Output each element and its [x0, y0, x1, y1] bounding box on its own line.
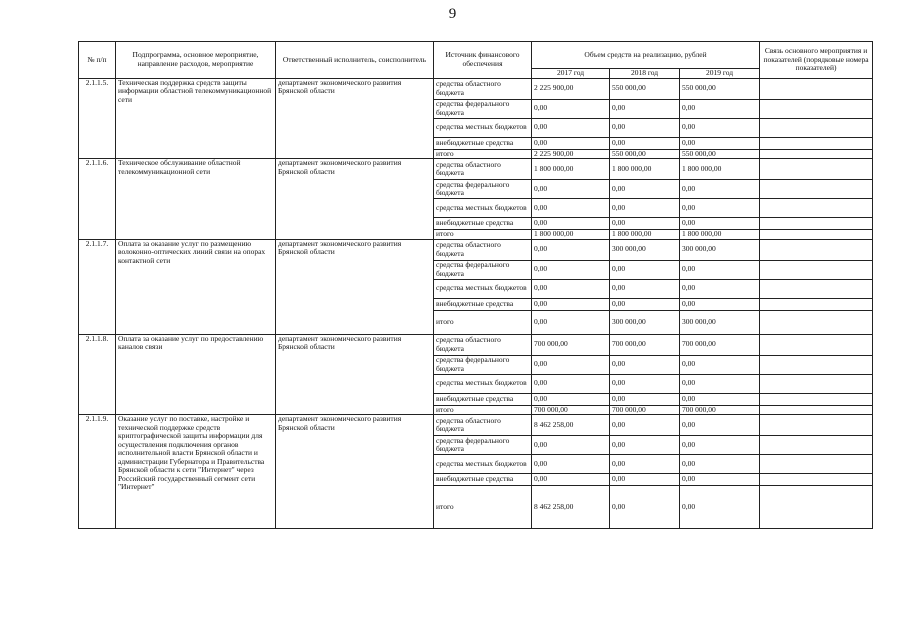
amount-cell: 1 800 000,00: [610, 159, 680, 180]
item-code: 2.1.1.5.: [79, 78, 116, 159]
amount-cell: 0,00: [680, 99, 760, 118]
amount-cell: 0,00: [680, 374, 760, 393]
link-cell: [760, 355, 873, 374]
amount-cell: 0,00: [680, 298, 760, 310]
header-executor: Ответственный исполнитель, соисполнитель: [276, 42, 434, 79]
amount-cell: 0,00: [680, 474, 760, 486]
funding-source: средства областного бюджета: [434, 159, 532, 180]
item-executor: департамент экономического развития Брянской области: [276, 239, 434, 334]
funding-source: средства федерального бюджета: [434, 260, 532, 279]
link-cell: [760, 474, 873, 486]
header-year-2017: 2017 год: [532, 69, 610, 79]
amount-cell: 0,00: [610, 298, 680, 310]
amount-cell: 0,00: [610, 436, 680, 455]
amount-cell: 0,00: [610, 455, 680, 474]
item-name: Оказание услуг по поставке, настройке и технической поддержке средств криптографической защиты информации для осуществления подключения органов исполнительной власти Брянской области и администрации Губернатора и Правительства Брянской области к сети "Интернет" через Российский государственный сегмент сети "Интернет": [116, 415, 276, 529]
amount-cell: 550 000,00: [610, 149, 680, 159]
amount-cell: 0,00: [532, 199, 610, 218]
amount-cell: 300 000,00: [610, 239, 680, 260]
amount-cell: 700 000,00: [680, 334, 760, 355]
amount-cell: 0,00: [610, 415, 680, 436]
link-cell: [760, 374, 873, 393]
amount-cell: 300 000,00: [680, 239, 760, 260]
item-code: 2.1.1.8.: [79, 334, 116, 415]
funding-source: средства федерального бюджета: [434, 180, 532, 199]
amount-cell: 0,00: [680, 436, 760, 455]
amount-cell: 0,00: [610, 118, 680, 137]
amount-cell: 700 000,00: [610, 334, 680, 355]
amount-cell: 0,00: [610, 474, 680, 486]
link-cell: [760, 149, 873, 159]
header-num: № п/п: [79, 42, 116, 79]
funding-source: итого: [434, 230, 532, 240]
amount-cell: 0,00: [680, 218, 760, 230]
link-cell: [760, 334, 873, 355]
amount-cell: 8 462 258,00: [532, 486, 610, 529]
amount-cell: 700 000,00: [532, 405, 610, 415]
amount-cell: 0,00: [610, 279, 680, 298]
amount-cell: 1 800 000,00: [532, 230, 610, 240]
page-number: 9: [448, 6, 457, 22]
link-cell: [760, 260, 873, 279]
amount-cell: 0,00: [610, 393, 680, 405]
link-cell: [760, 218, 873, 230]
link-cell: [760, 393, 873, 405]
funding-source: средства областного бюджета: [434, 78, 532, 99]
table-row: [79, 239, 873, 260]
amount-cell: 0,00: [532, 455, 610, 474]
link-cell: [760, 159, 873, 180]
header-year-2018: 2018 год: [610, 69, 680, 79]
amount-cell: 1 800 000,00: [610, 230, 680, 240]
item-name: Оплата за оказание услуг по предоставлению каналов связи: [116, 334, 276, 415]
funding-source: средства местных бюджетов: [434, 199, 532, 218]
item-code: 2.1.1.7.: [79, 239, 116, 334]
amount-cell: 700 000,00: [532, 334, 610, 355]
funding-source: средства областного бюджета: [434, 239, 532, 260]
funding-source: средства местных бюджетов: [434, 455, 532, 474]
amount-cell: 0,00: [610, 374, 680, 393]
table-row: [79, 334, 873, 355]
amount-cell: 0,00: [610, 260, 680, 279]
item-executor: департамент экономического развития Брянской области: [276, 159, 434, 240]
funding-source: средства местных бюджетов: [434, 118, 532, 137]
amount-cell: 1 800 000,00: [532, 159, 610, 180]
item-name: Техническое обслуживание областной телекоммуникационной сети: [116, 159, 276, 240]
amount-cell: 0,00: [680, 393, 760, 405]
link-cell: [760, 486, 873, 529]
amount-cell: 2 225 900,00: [532, 78, 610, 99]
link-cell: [760, 455, 873, 474]
amount-cell: 0,00: [532, 310, 610, 334]
amount-cell: 1 800 000,00: [680, 230, 760, 240]
item-executor: департамент экономического развития Брянской области: [276, 415, 434, 529]
amount-cell: 0,00: [532, 374, 610, 393]
header-source: Источник финансового обеспечения: [434, 42, 532, 79]
amount-cell: 0,00: [680, 137, 760, 149]
item-executor: департамент экономического развития Брянской области: [276, 334, 434, 415]
amount-cell: 0,00: [532, 99, 610, 118]
funding-source: средства федерального бюджета: [434, 355, 532, 374]
amount-cell: 0,00: [610, 218, 680, 230]
funding-source: средства областного бюджета: [434, 415, 532, 436]
amount-cell: 0,00: [532, 218, 610, 230]
funding-source: внебюджетные средства: [434, 218, 532, 230]
table-row: [79, 159, 873, 180]
amount-cell: 300 000,00: [680, 310, 760, 334]
amount-cell: 700 000,00: [610, 405, 680, 415]
link-cell: [760, 239, 873, 260]
amount-cell: 0,00: [680, 415, 760, 436]
funding-source: итого: [434, 149, 532, 159]
amount-cell: 1 800 000,00: [680, 159, 760, 180]
amount-cell: 0,00: [680, 199, 760, 218]
link-cell: [760, 230, 873, 240]
amount-cell: 0,00: [680, 260, 760, 279]
amount-cell: 2 225 900,00: [532, 149, 610, 159]
item-name: Техническая поддержка средств защиты информации областной телекоммуникационной сети: [116, 78, 276, 159]
amount-cell: 0,00: [532, 436, 610, 455]
amount-cell: 0,00: [610, 199, 680, 218]
amount-cell: 550 000,00: [680, 149, 760, 159]
link-cell: [760, 199, 873, 218]
funding-source: средства местных бюджетов: [434, 374, 532, 393]
table-body: [79, 78, 873, 529]
funding-source: внебюджетные средства: [434, 298, 532, 310]
funding-source: итого: [434, 310, 532, 334]
amount-cell: 550 000,00: [610, 78, 680, 99]
amount-cell: 0,00: [532, 279, 610, 298]
amount-cell: 0,00: [610, 99, 680, 118]
amount-cell: 300 000,00: [610, 310, 680, 334]
item-executor: департамент экономического развития Брянской области: [276, 78, 434, 159]
funding-source: средства федерального бюджета: [434, 99, 532, 118]
link-cell: [760, 99, 873, 118]
funding-source: внебюджетные средства: [434, 474, 532, 486]
amount-cell: 0,00: [532, 137, 610, 149]
amount-cell: 8 462 258,00: [532, 415, 610, 436]
amount-cell: 0,00: [680, 118, 760, 137]
amount-cell: 0,00: [610, 486, 680, 529]
table-row: [79, 78, 873, 99]
link-cell: [760, 298, 873, 310]
link-cell: [760, 118, 873, 137]
link-cell: [760, 310, 873, 334]
amount-cell: 0,00: [532, 118, 610, 137]
amount-cell: 0,00: [532, 260, 610, 279]
funding-source: средства областного бюджета: [434, 334, 532, 355]
funding-source: итого: [434, 486, 532, 529]
link-cell: [760, 279, 873, 298]
amount-cell: 0,00: [532, 474, 610, 486]
amount-cell: 0,00: [610, 137, 680, 149]
link-cell: [760, 78, 873, 99]
funding-source: средства федерального бюджета: [434, 436, 532, 455]
header-program: Подпрограмма, основное мероприятие, направление расходов, мероприятие: [116, 42, 276, 79]
amount-cell: 0,00: [610, 355, 680, 374]
amount-cell: 0,00: [532, 180, 610, 199]
amount-cell: 0,00: [680, 279, 760, 298]
funding-source: средства местных бюджетов: [434, 279, 532, 298]
budget-table: [78, 41, 873, 529]
amount-cell: 0,00: [680, 486, 760, 529]
amount-cell: 0,00: [532, 355, 610, 374]
link-cell: [760, 180, 873, 199]
amount-cell: 0,00: [532, 393, 610, 405]
amount-cell: 0,00: [680, 355, 760, 374]
table-row: [79, 415, 873, 436]
link-cell: [760, 137, 873, 149]
amount-cell: 0,00: [532, 298, 610, 310]
amount-cell: 0,00: [680, 180, 760, 199]
link-cell: [760, 415, 873, 436]
header-year-2019: 2019 год: [680, 69, 760, 79]
item-code: 2.1.1.6.: [79, 159, 116, 240]
funding-source: внебюджетные средства: [434, 393, 532, 405]
amount-cell: 0,00: [680, 455, 760, 474]
amount-cell: 550 000,00: [680, 78, 760, 99]
link-cell: [760, 436, 873, 455]
funding-source: итого: [434, 405, 532, 415]
amount-cell: 0,00: [610, 180, 680, 199]
header-volume: Объем средств на реализацию, рублей: [532, 42, 760, 69]
funding-source: внебюджетные средства: [434, 137, 532, 149]
header-link: Связь основного мероприятия и показателей (порядковые номера показателей): [760, 42, 873, 79]
amount-cell: 700 000,00: [680, 405, 760, 415]
item-name: Оплата за оказание услуг по размещению волоконно-оптических линий связи на опорах контактной сети: [116, 239, 276, 334]
item-code: 2.1.1.9.: [79, 415, 116, 529]
link-cell: [760, 405, 873, 415]
amount-cell: 0,00: [532, 239, 610, 260]
